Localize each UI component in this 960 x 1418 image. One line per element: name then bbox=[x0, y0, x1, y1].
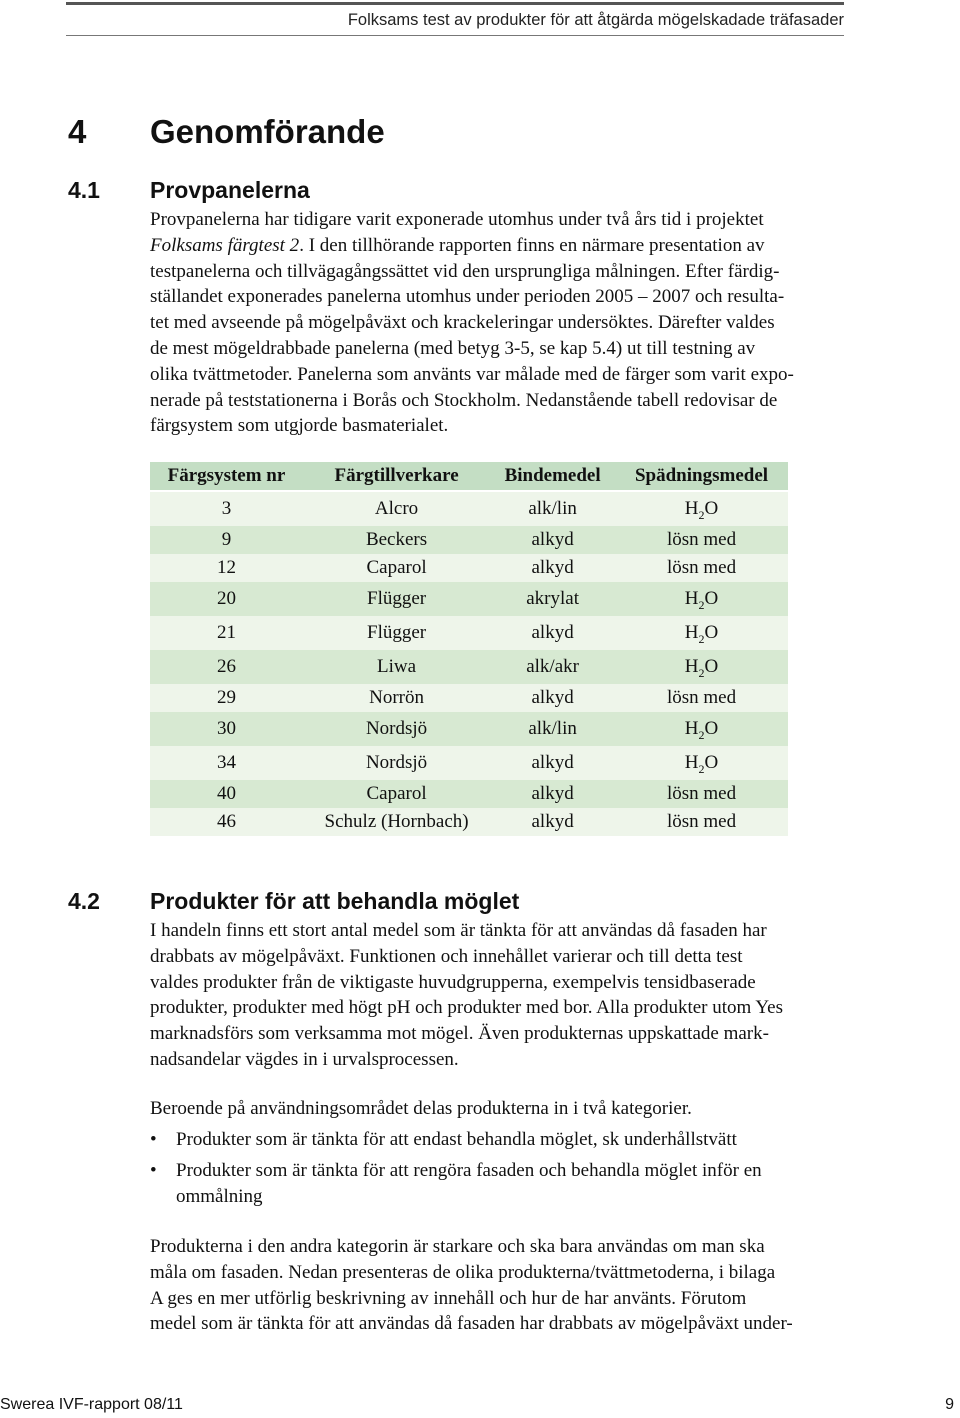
section-title: Provpanelerna bbox=[150, 177, 310, 203]
footer-page-number: 9 bbox=[945, 1396, 954, 1413]
section2-paragraph-3 bbox=[150, 1234, 855, 1337]
cell-solvent: $H_2O$ bbox=[615, 491, 788, 526]
table-row bbox=[150, 616, 788, 650]
cell-solvent: $H_2O$ bbox=[615, 712, 788, 746]
text-line: Produkter som är tänkta för att rengöra fasaden och behandla möglet inför en bbox=[176, 1159, 762, 1181]
table-row bbox=[150, 526, 788, 554]
cell-solvent: lösn med bbox=[615, 684, 788, 712]
cell-nr: 40 bbox=[150, 780, 303, 808]
cell-solvent: lösn med bbox=[615, 526, 788, 554]
cell-nr: 30 bbox=[150, 712, 303, 746]
table-row bbox=[150, 808, 788, 836]
cell-binder: alkyd bbox=[490, 684, 615, 712]
cell-nr: 9 bbox=[150, 526, 303, 554]
text-line: I handeln finns ett stort antal medel som är tänkta för att användas då fasaden har bbox=[150, 920, 767, 941]
chapter-title: Genomförande bbox=[150, 113, 385, 150]
cell-nr: 46 bbox=[150, 808, 303, 836]
cell-binder: alk/akr bbox=[490, 650, 615, 684]
cell-binder: alkyd bbox=[490, 808, 615, 836]
cell-binder: alkyd bbox=[490, 616, 615, 650]
cell-maker: Schulz (Hornbach) bbox=[303, 808, 490, 836]
table-row bbox=[150, 582, 788, 616]
cell-maker: Liwa bbox=[303, 650, 490, 684]
cell-nr: 34 bbox=[150, 746, 303, 780]
running-header bbox=[66, 2, 844, 36]
cell-binder: alk/lin bbox=[490, 491, 615, 526]
text-line: Produkterna i den andra kategorin är starkare och ska bara användas om man ska bbox=[150, 1236, 765, 1257]
text-line: ommålning bbox=[176, 1185, 263, 1207]
section-number: 4.2 bbox=[68, 888, 100, 914]
section-number: 4.1 bbox=[68, 177, 100, 203]
text-line: måla om fasaden. Nedan presenteras de olika produkterna/tvättmetoderna, i bilaga bbox=[150, 1261, 776, 1283]
cell-binder: akrylat bbox=[490, 582, 615, 616]
cell-solvent: lösn med bbox=[615, 554, 788, 582]
cell-nr: 12 bbox=[150, 554, 303, 582]
cell-solvent: $H_2O$ bbox=[615, 582, 788, 616]
category-list bbox=[150, 1127, 855, 1214]
cell-solvent: lösn med bbox=[615, 780, 788, 808]
text-line: drabbats av mögelpåväxt. Funktionen och innehållet varierar och till detta test bbox=[150, 945, 743, 967]
footer-report: Swerea IVF-rapport 08/11 bbox=[0, 1396, 183, 1413]
cell-nr: 21 bbox=[150, 616, 303, 650]
cell-solvent: lösn med bbox=[615, 808, 788, 836]
text-line: valdes produkter från de viktigaste huvudgrupperna, exempelvis tensidbaserade bbox=[150, 971, 756, 993]
column-header: Färgtillverkare bbox=[303, 462, 490, 491]
cell-binder: alkyd bbox=[490, 780, 615, 808]
table-body bbox=[150, 491, 788, 836]
cell-maker: Norrön bbox=[303, 684, 490, 712]
section2-paragraph-2 bbox=[150, 1096, 855, 1122]
cell-maker: Flügger bbox=[303, 616, 490, 650]
bullet-icon: • bbox=[150, 1129, 157, 1150]
cell-maker: Beckers bbox=[303, 526, 490, 554]
cell-solvent: $H_2O$ bbox=[615, 650, 788, 684]
cell-binder: alkyd bbox=[490, 526, 615, 554]
cell-nr: 26 bbox=[150, 650, 303, 684]
table-row bbox=[150, 712, 788, 746]
text-line: Produkter som är tänkta för att endast behandla möglet, sk underhållstvätt bbox=[176, 1129, 737, 1150]
table-row bbox=[150, 780, 788, 808]
text-line: nerade på teststationerna i Borås och Stockholm. Nedanstående tabell redovisar de bbox=[150, 389, 778, 411]
text-line: A ges en mer utförlig beskrivning av innehåll och hur de har använts. Förutom bbox=[150, 1287, 747, 1309]
column-header: Spädningsmedel bbox=[615, 462, 788, 491]
table-row bbox=[150, 746, 788, 780]
cell-solvent: $H_2O$ bbox=[615, 616, 788, 650]
table-row bbox=[150, 650, 788, 684]
text-line: färgsystem som utgjorde basmaterialet. bbox=[150, 415, 449, 437]
list-item bbox=[150, 1127, 855, 1153]
column-header: Färgsystem nr bbox=[150, 462, 303, 491]
cell-maker: Nordsjö bbox=[303, 746, 490, 780]
text-line: olika tvättmetoder. Panelerna som använts var målade med de färger som varit expo- bbox=[150, 363, 794, 385]
text-line: produkter, produkter med högt pH och produkter med bor. Alla produkter utom Yes bbox=[150, 997, 784, 1019]
bullet-icon: • bbox=[150, 1159, 157, 1181]
cell-nr: 29 bbox=[150, 684, 303, 712]
text-line: marknadsförs som verksamma mot mögel. Även produkternas uppskattade mark- bbox=[150, 1023, 769, 1045]
cell-maker: Flügger bbox=[303, 582, 490, 616]
column-header: Bindemedel bbox=[490, 462, 615, 491]
cell-maker: Alcro bbox=[303, 491, 490, 526]
text-line: tet med avseende på mögelpåväxt och krackeleringar undersöktes. Därefter valdes bbox=[150, 312, 775, 334]
italic-title: Folksams färgtest 2 bbox=[150, 234, 300, 256]
text-line: ställandet exponerades panelerna utomhus under perioden 2005 – 2007 och resulta- bbox=[150, 286, 785, 308]
text-line: de mest mögeldrabbade panelerna (med betyg 3-5, se kap 5.4) ut till testning av bbox=[150, 337, 756, 359]
section1-paragraph bbox=[150, 207, 855, 439]
cell-binder: alk/lin bbox=[490, 712, 615, 746]
text-line: medel som är tänkta för att användas då fasaden har drabbats av mögelpåväxt under- bbox=[150, 1313, 793, 1335]
section-title: Produkter för att behandla möglet bbox=[150, 888, 520, 914]
paint-system-table bbox=[150, 462, 788, 836]
cell-nr: 3 bbox=[150, 491, 303, 526]
text-line: Provpanelerna har tidigare varit exponerade utomhus under två års tid i projektet bbox=[150, 209, 764, 230]
list-item bbox=[150, 1158, 855, 1210]
table-row bbox=[150, 491, 788, 526]
cell-solvent: $H_2O$ bbox=[615, 746, 788, 780]
table-row bbox=[150, 684, 788, 712]
cell-maker: Caparol bbox=[303, 554, 490, 582]
text-line: nadsandelar vägdes in i urvalsprocessen. bbox=[150, 1048, 459, 1070]
cell-binder: alkyd bbox=[490, 746, 615, 780]
cell-maker: Caparol bbox=[303, 780, 490, 808]
text-line: testpanelerna och tillvägagångssättet vid den ursprungliga målningen. Efter färdig- bbox=[150, 260, 780, 282]
running-title: Folksams test av produkter för att åtgärda mögelskadade träfasader bbox=[347, 11, 844, 29]
section2-paragraph-1 bbox=[150, 918, 855, 1073]
chapter-number: 4 bbox=[68, 113, 87, 150]
cell-nr: 20 bbox=[150, 582, 303, 616]
cell-binder: alkyd bbox=[490, 554, 615, 582]
text-line: Beroende på användningsområdet delas produkterna in i två kategorier. bbox=[150, 1098, 692, 1119]
table-header-row bbox=[150, 462, 788, 491]
text-line-with-italic: Folksams färgtest 2. I den tillhörande rapporten finns en närmare presentation av bbox=[150, 234, 765, 256]
table-row bbox=[150, 554, 788, 582]
cell-maker: Nordsjö bbox=[303, 712, 490, 746]
